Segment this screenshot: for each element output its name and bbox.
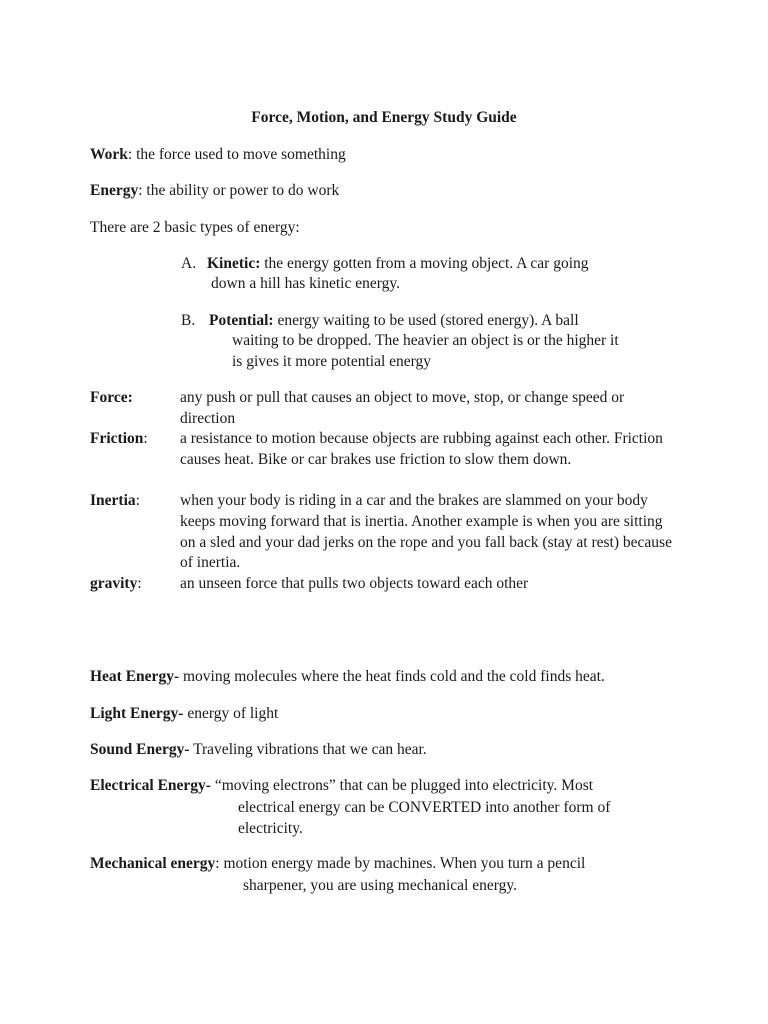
work-term: Work [90,146,128,163]
electrical-energy-line2: electrical energy can be CONVERTED into another form of [238,799,611,816]
light-energy: Light Energy- energy of light [90,705,279,722]
potential-item [209,311,679,331]
work-definition [90,145,346,165]
potential-line2: waiting to be dropped. The heavier an object is or the higher it [232,332,619,349]
list-marker-b: B. [181,312,196,329]
inertia-definition: when your body is riding in a car and the brakes are slammed on your body keeps moving forward that is inertia. Another example is when you are sitting on a sled and your dad jerks on the rope and you fall back (stay at rest) because of inertia. [180,492,672,572]
electrical-energy: Electrical Energy- “moving electrons” that can be plugged into electricity. Most [90,777,594,794]
gravity-term: gravity: [90,575,142,592]
potential-line3: is gives it more potential energy [232,353,432,370]
potential-line1: energy waiting to be used (stored energy). A ball [273,312,579,329]
mechanical-energy-line2: sharpener, you are using mechanical energy. [243,877,517,894]
list-marker-a: A. [181,255,197,272]
friction-definition: a resistance to motion because objects are rubbing against each other. Friction causes heat. Bike or car brakes use friction to slow them down. [180,430,663,468]
friction-term: Friction: [90,430,148,447]
electrical-energy-line3: electricity. [238,820,303,837]
energy-definition [90,181,339,201]
heat-energy: Heat Energy- moving molecules where the heat finds cold and the cold finds heat. [90,668,605,685]
force-definition: any push or pull that causes an object to move, stop, or change speed or direction [180,389,625,427]
kinetic-item [207,254,677,274]
types-intro: There are 2 basic types of energy: [90,219,300,236]
sound-energy: Sound Energy- Traveling vibrations that we can hear. [90,741,427,758]
force-term: Force: [90,389,133,406]
page-title: Force, Motion, and Energy Study Guide [251,109,517,126]
energy-text: : the ability or power to do work [138,182,340,199]
energy-term: Energy [90,182,139,199]
potential-term: Potential: [209,312,274,329]
kinetic-line2: down a hill has kinetic energy. [211,275,400,292]
mechanical-energy: Mechanical energy: motion energy made by machines. When you turn a pencil [90,855,586,872]
kinetic-term: Kinetic: [207,255,261,272]
gravity-definition: an unseen force that pulls two objects toward each other [180,575,529,592]
kinetic-line1: the energy gotten from a moving object. A car going [260,255,589,272]
inertia-term: Inertia: [90,492,140,509]
work-text: : the force used to move something [127,146,346,163]
